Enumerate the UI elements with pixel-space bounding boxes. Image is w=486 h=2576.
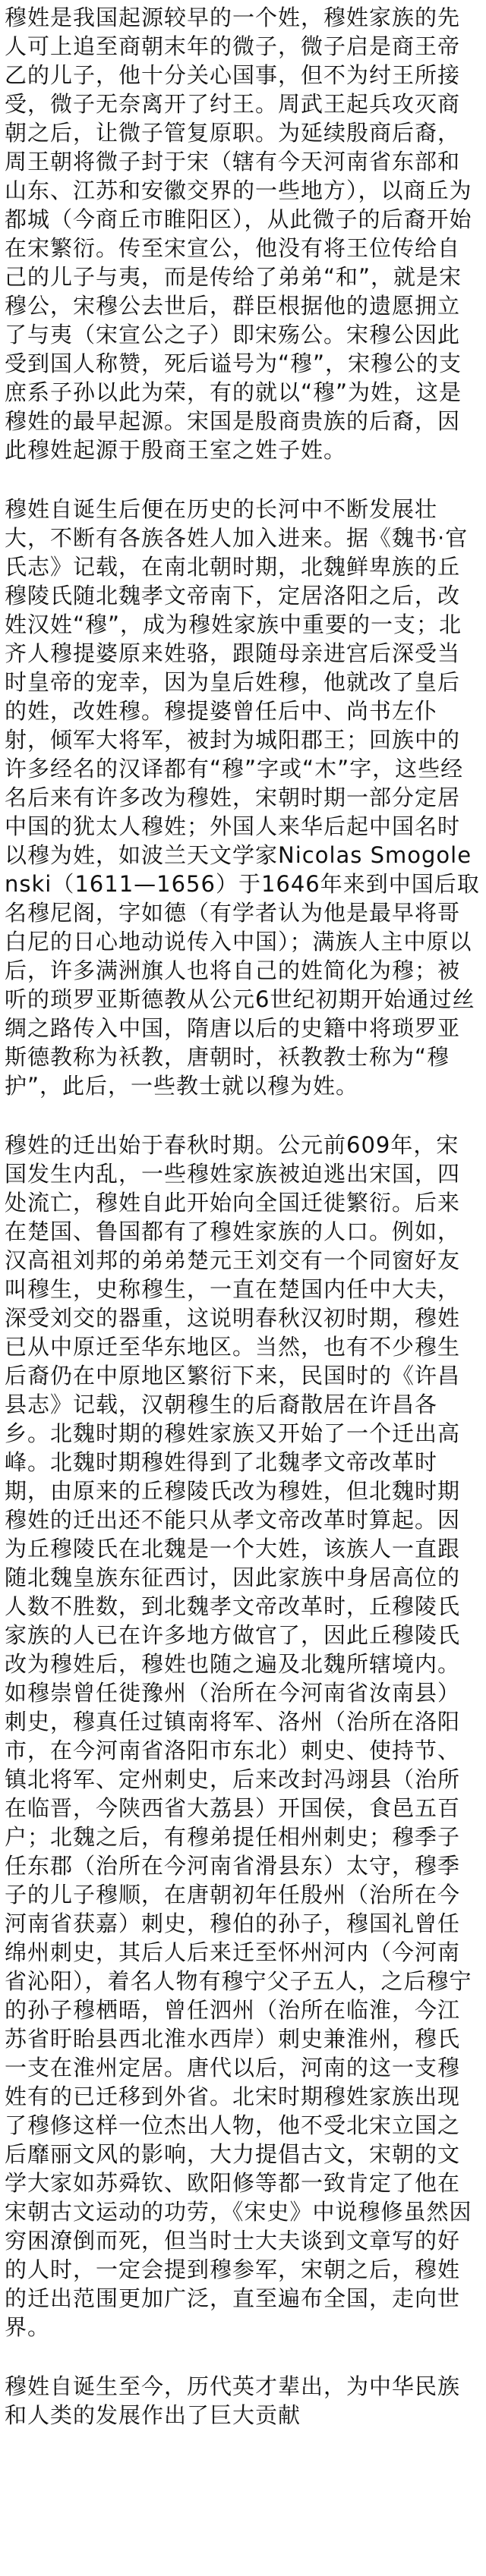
paragraph-migration: 穆姓的迁出始于春秋时期。公元前609年，宋国发生内乱，一些穆姓家族被迫逃出宋国，四处流亡，穆姓自此开始向全国迁徙繁衍。后来在楚国、鲁国都有了穆姓家族的人口。例如，汉高祖刘邦的弟弟楚元王刘交有一个同窗好友叫穆生，史称穆生，一直在楚国内任中大夫，深受刘交的器重，这说明春秋汉初时期，穆姓已从中原迁至华东地区。当然，也有不少穆生后裔仍在中原地区繁衍下来，民国时的《许昌县志》记载，汉朝穆生的后裔散居在许昌各乡。北魏时期的穆姓家族又开始了一个迁出高峰。北魏时期穆姓得到了北魏孝文帝改革时期，由原来的丘穆陵氏改为穆姓，但北魏时期穆姓的迁出还不能只从孝文帝改革时算起。因为丘穆陵氏在北魏是一个大姓，该族人一直跟随北魏皇族东征西讨，因此家族中身居高位的人数不胜数，到北魏孝文帝改革时，丘穆陵氏家族的人已在许多地方做官了，因此丘穆陵氏改为穆姓后，穆姓也随之遍及北魏所辖境内。如穆崇曾任徙豫州（治所在今河南省汝南县）刺史，穆真任过镇南将军、洛州（治所在洛阳市，在今河南省洛阳市东北）刺史、使持节、镇北将军、定州刺史，后来改封冯翊县（治所在临晋，今陕西省大荔县）开国侯，食邑五百户；北魏之后，有穆弟提任相州刺史；穆季子任东郡（治所在今河南省滑县东）太守，穆季子的儿子穆顺，在唐朝初年任殷州（治所在今河南省获嘉）刺史，穆伯的孙子，穆国礼曾任绵州刺史，其后人后来迁至怀州河内（今河南省沁阳），着名人物有穆宁父子五人，之后穆宁的孙子穆栖晤，曾任泗州（治所在临淮，今江苏省盱眙县西北淮水西岸）刺史兼淮州，穆氏一支在淮州定居。唐代以后，河南的这一支穆姓有的已迁移到外省。北宋时期穆姓家族出现了穆修这样一位杰出人物，他不受北宋立国之后靡丽文风的影响，大力提倡古文，宋朝的文学大家如苏舜钦、欧阳修等都一致肯定了他在宋朝古文运动的功劳，《宋史》中说穆修虽然因穷困潦倒而死，但当时士大夫谈到文章写的好的人时，一定会提到穆参军，宋朝之后，穆姓的迁出范围更加广泛，直至遍布全国，走向世界。 xyxy=(5,1132,472,2340)
paragraph-development: 穆姓自诞生后便在历史的长河中不断发展壮大，不断有各族各姓人加入进来。据《魏书·官氏志》记载，在南北朝时期，北魏鲜卑族的丘穆陵氏随北魏孝文帝南下，定居洛阳之后，改姓汉姓“穆”，成为穆姓家族中重要的一支；北齐人穆提婆原来姓骆，跟随母亲进宫后深受当时皇帝的宠幸，因为皇后姓穆，他就改了皇后的姓，改姓穆。穆提婆曾任后中、尚书左仆射，倾军大将军，被封为城阳郡王；回族中的许多经名的汉译都有“穆”字或“木”字，这些经名后来有许多改为穆姓，宋朝时期一部分定居中国的犹太人穆姓；外国人来华后起中国名时以穆为姓，如波兰天文学家Nicolas Smogolenski（1611—1656）于1646年来到中国后取名穆尼阁，字如德（有学者认为他是最早将哥白尼的日心地动说传入中国）；满族人主中原以后，许多满洲旗人也将自己的姓简化为穆；被听的琐罗亚斯德教从公元6世纪初期开始通过丝绸之路传入中国，隋唐以后的史籍中将琐罗亚斯德教称为袄教，唐朝时，袄教教士称为“穆护”，此后，一些教士就以穆为姓。 xyxy=(5,496,480,1099)
paragraph-contributions: 穆姓自诞生至今，历代英才辈出，为中华民族和人类的发展作出了巨大贡献 xyxy=(5,2373,461,2428)
paragraph-origin: 穆姓是我国起源较早的一个姓，穆姓家族的先人可上追至商朝末年的微子，微子启是商王帝乙的儿子，他十分关心国事，但不为纣王所接受，微子无奈离开了纣王。周武王起兵攻灭商朝之后，让微子管复原职。为延续殷商后裔，周王朝将微子封于宋（辖有今天河南省东部和山东、江苏和安徽交界的一些地方），以商丘为都城（今商丘市睢阳区），从此微子的后裔开始在宋繁衍。传至宋宣公，他没有将王位传给自己的儿子与夷，而是传给了弟弟“和”，就是宋穆公，宋穆公去世后，群臣根据他的遗愿拥立了与夷（宋宣公之子）即宋殇公。宋穆公因此受到国人称赞，死后谥号为“穆”，宋穆公的支庶系子孙以此为荣，有的就以“穆”为姓，这是穆姓的最早起源。宋国是殷商贵族的后裔，因此穆姓起源于殷商王室之姓子姓。 xyxy=(5,5,472,463)
article-body xyxy=(0,3,486,2430)
